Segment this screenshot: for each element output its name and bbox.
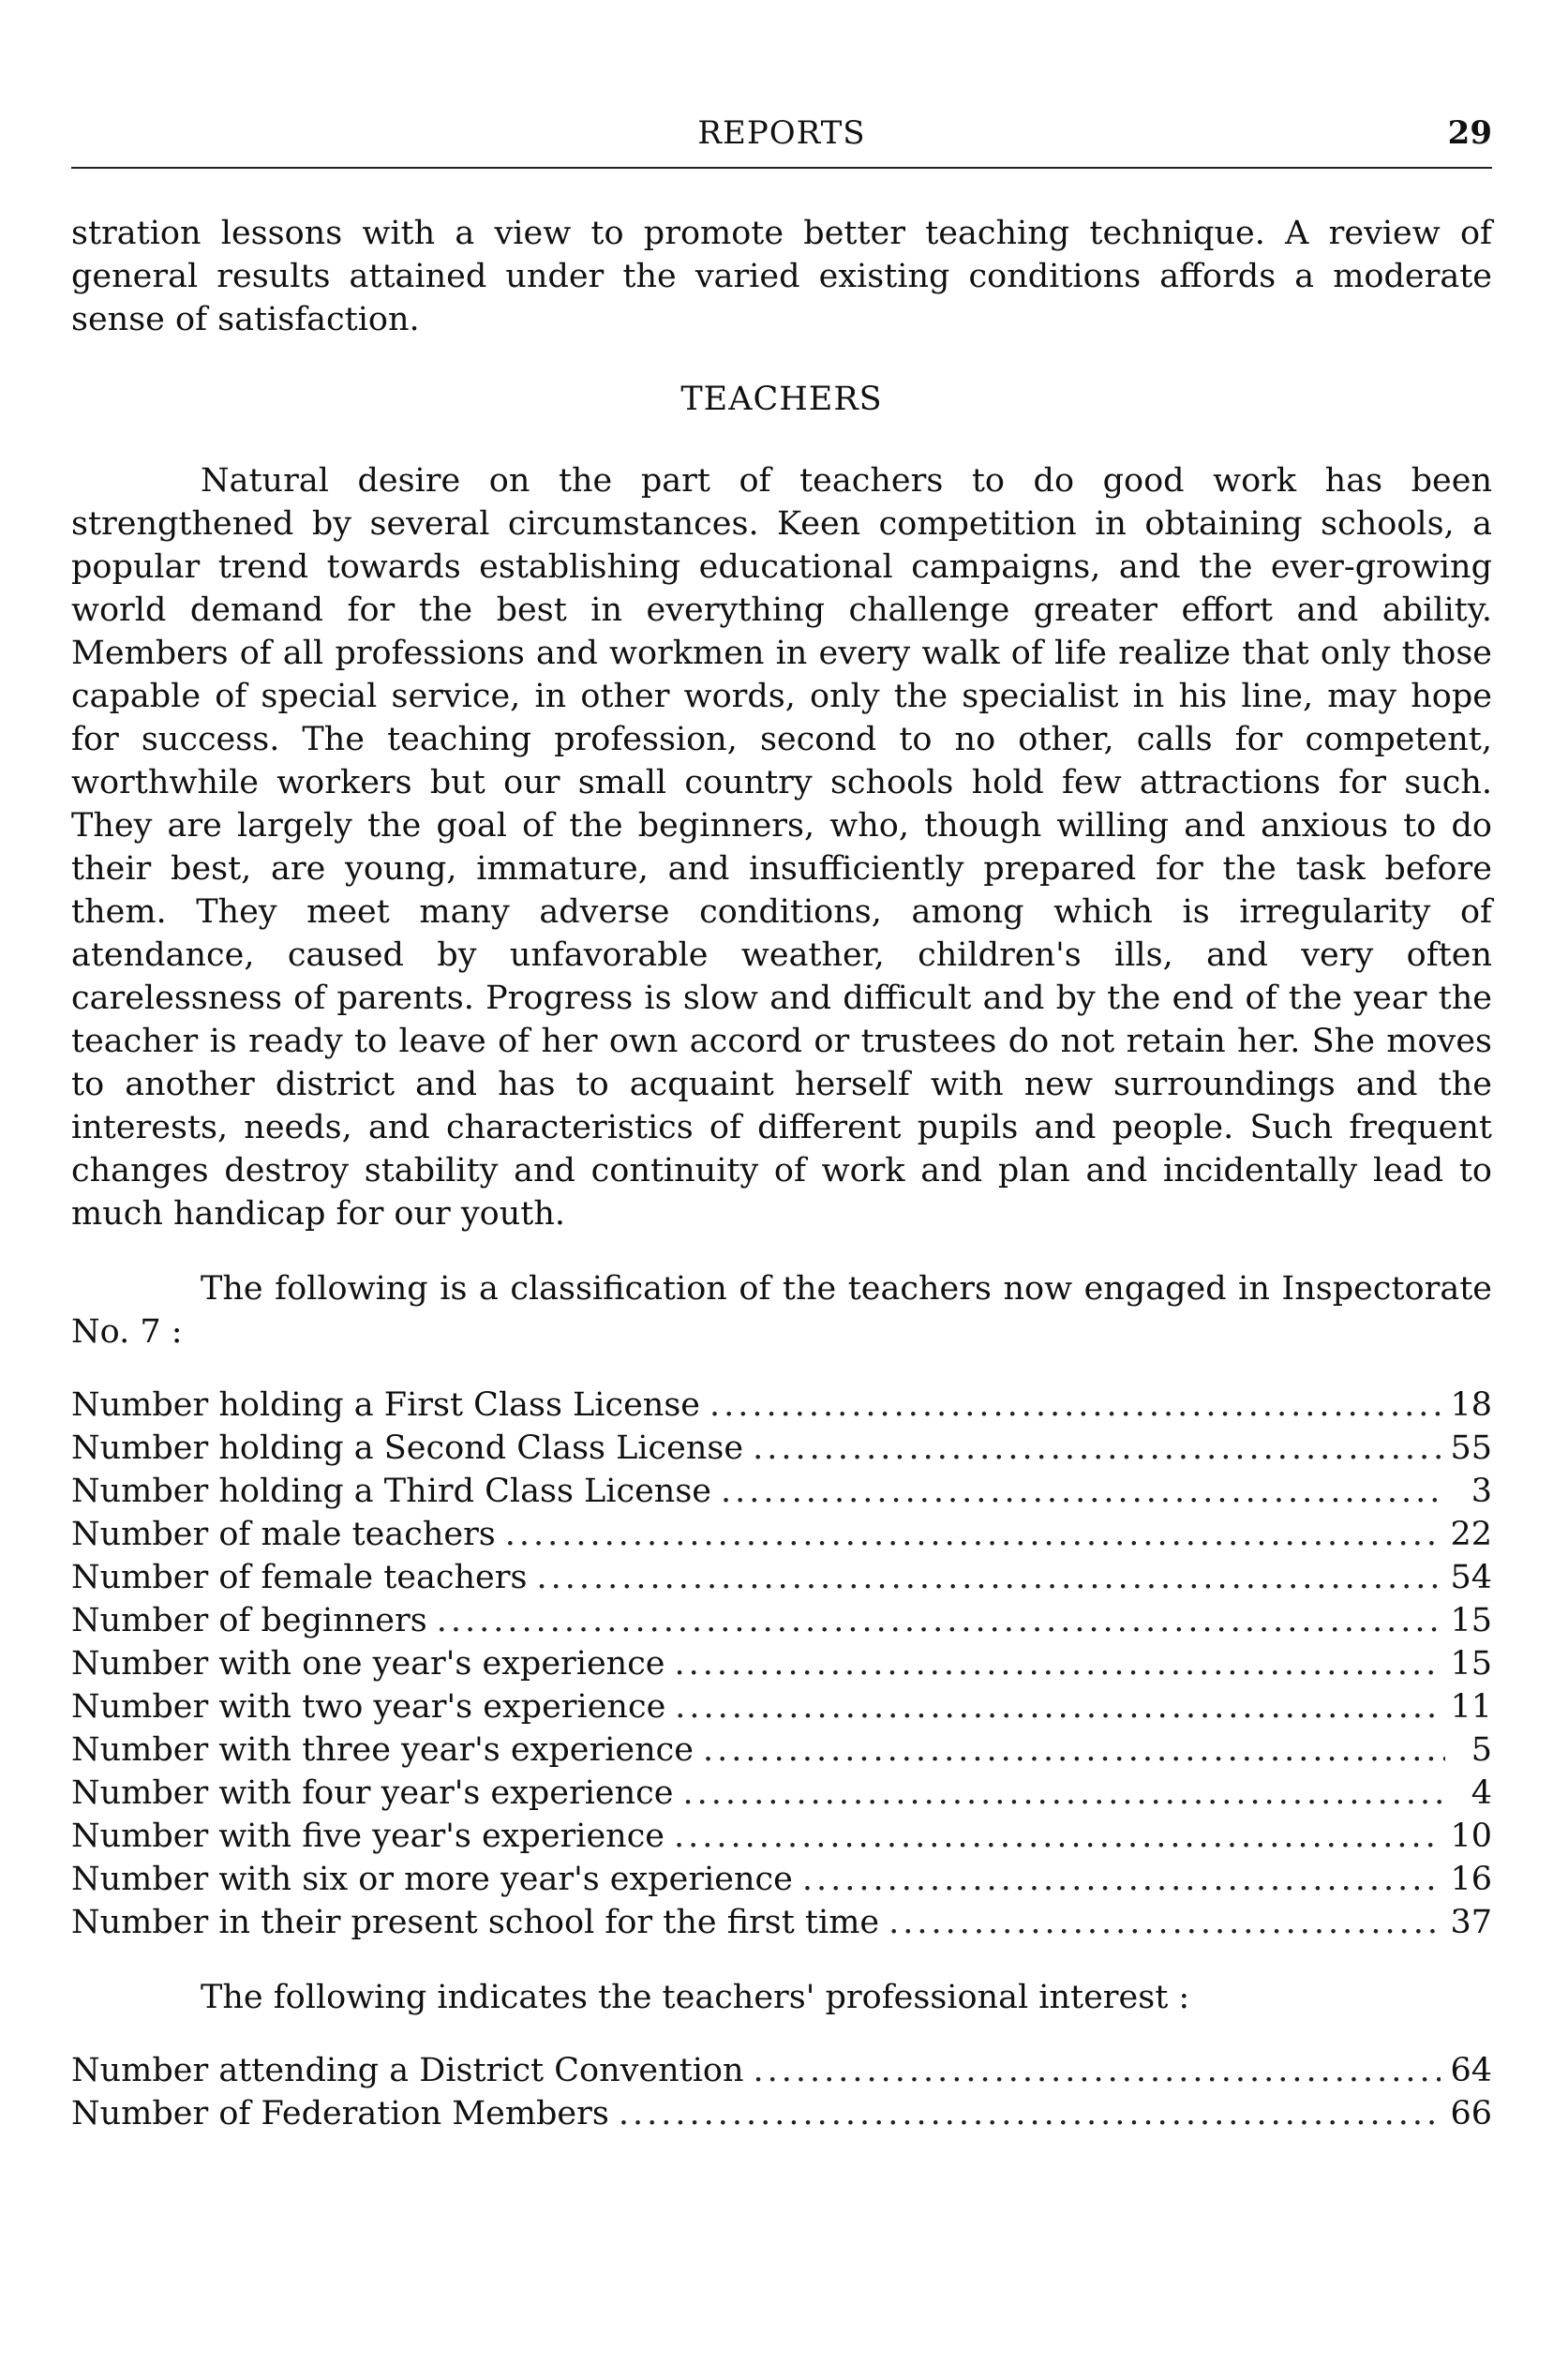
dot-leader [437,1599,1441,1642]
stat-label: Number of male teachers [71,1516,496,1553]
classification-intro: The following is a classification of the teachers now engaged in Inspectorate No. 7 : [71,1270,1492,1351]
list-item [71,1772,1492,1815]
list-item [71,1858,1492,1901]
stat-value: 66 [1450,2095,1492,2132]
list-item [71,1642,1492,1685]
list-item [71,1470,1492,1513]
list-item [71,1901,1492,1944]
stat-value: 10 [1450,1818,1492,1855]
opening-paragraph: stration lessons with a view to promote better teaching technique. A review of general results attained under the varied existing conditions affords a moderate sense of satisfaction. [71,215,1492,338]
stat-label: Number with two year's experience [71,1688,666,1726]
list-item [71,1556,1492,1599]
dot-leader [619,2092,1441,2135]
list-item [71,1599,1492,1642]
list-item [71,2092,1492,2135]
section-heading: TEACHERS [680,381,883,418]
interest-list [71,2049,1492,2135]
running-title: REPORTS [697,114,866,152]
dot-leader [889,1901,1441,1944]
list-item [71,1728,1492,1772]
dot-leader [675,1685,1441,1728]
stat-label: Number with three year's experience [71,1731,694,1769]
stat-label: Number of beginners [71,1602,427,1639]
dot-leader [754,2049,1441,2092]
stat-value: 64 [1450,2052,1492,2089]
page-number: 29 [1447,114,1492,152]
stat-label: Number in their present school for the first time [71,1904,880,1941]
stat-value: 3 [1471,1473,1492,1510]
dot-leader [536,1556,1441,1599]
stat-label: Number holding a First Class License [71,1386,701,1424]
stat-label: Number attending a District Convention [71,2052,744,2089]
stat-label: Number of Federation Members [71,2095,609,2132]
list-item [71,1815,1492,1858]
stat-label: Number with four year's experience [71,1774,674,1812]
interest-intro: The following indicates the teachers' professional interest : [201,1979,1190,2016]
stat-label: Number with one year's experience [71,1645,665,1683]
dot-leader [802,1858,1441,1901]
list-item [71,1685,1492,1728]
stat-label: Number of female teachers [71,1559,528,1596]
list-item [71,1384,1492,1427]
stat-value: 4 [1471,1774,1492,1812]
dot-leader [703,1728,1445,1772]
dot-leader [505,1513,1441,1556]
spacer [71,2019,1492,2049]
stat-value: 15 [1450,1645,1492,1683]
spacer [71,1944,1492,1976]
stat-value: 22 [1450,1516,1492,1553]
dot-leader [721,1470,1445,1513]
stat-label: Number with five year's experience [71,1818,665,1855]
stat-value: 55 [1450,1429,1492,1467]
list-item [71,2049,1492,2092]
dot-leader [753,1427,1441,1470]
stat-value: 37 [1450,1904,1492,1941]
running-header [71,111,1492,167]
header-rule [71,167,1492,169]
teachers-paragraph: Natural desire on the part of teachers to do good work has been strengthened by several circumstances. Keen competition in obtaining schools, a popular trend towards establishing educational campaigns, and the ever-growing world demand for the best in everything challenge greater effort and ability. Members of all professions and workmen in every walk of life realize that only those capable of special service, in other words, only the specialist in his line, may hope for success. The teaching profession, second to no other, calls for competent, worthwhile workers but our small country schools hold few attractions for such. They are largely the goal of the beginners, who, though willing and anxious to do their best, are young, immature, and insufficiently prepared for the task before them. They meet many adverse conditions, among which is irregularity of atendance, caused by unfavorable weather, children's ills, and very often carelessness of parents. Progress is slow and difficult and by the end of the year the teacher is ready to leave of her own accord or trustees do not retain her. She moves to another district and has to acquaint herself with new surroundings and the interests, needs, and characteristics of different pupils and people. Such frequent changes destroy stability and continuity of work and plan and incidentally lead to much handicap for our youth. [71,462,1492,1233]
stat-label: Number holding a Third Class License [71,1473,711,1510]
stat-value: 16 [1450,1861,1492,1898]
dot-leader [709,1384,1441,1427]
dot-leader [683,1772,1446,1815]
stat-value: 5 [1471,1731,1492,1769]
stat-value: 54 [1450,1559,1492,1596]
stat-label: Number holding a Second Class License [71,1429,744,1467]
stat-value: 15 [1450,1602,1492,1639]
spacer [71,1354,1492,1384]
list-item [71,1427,1492,1470]
spacer [71,1235,1492,1267]
classification-list [71,1384,1492,1944]
dot-leader [674,1815,1441,1858]
list-item [71,1513,1492,1556]
dot-leader [675,1642,1441,1685]
body-text [71,212,1492,2135]
stat-label: Number with six or more year's experience [71,1861,793,1898]
stat-value: 11 [1450,1688,1492,1726]
stat-value: 18 [1450,1386,1492,1424]
